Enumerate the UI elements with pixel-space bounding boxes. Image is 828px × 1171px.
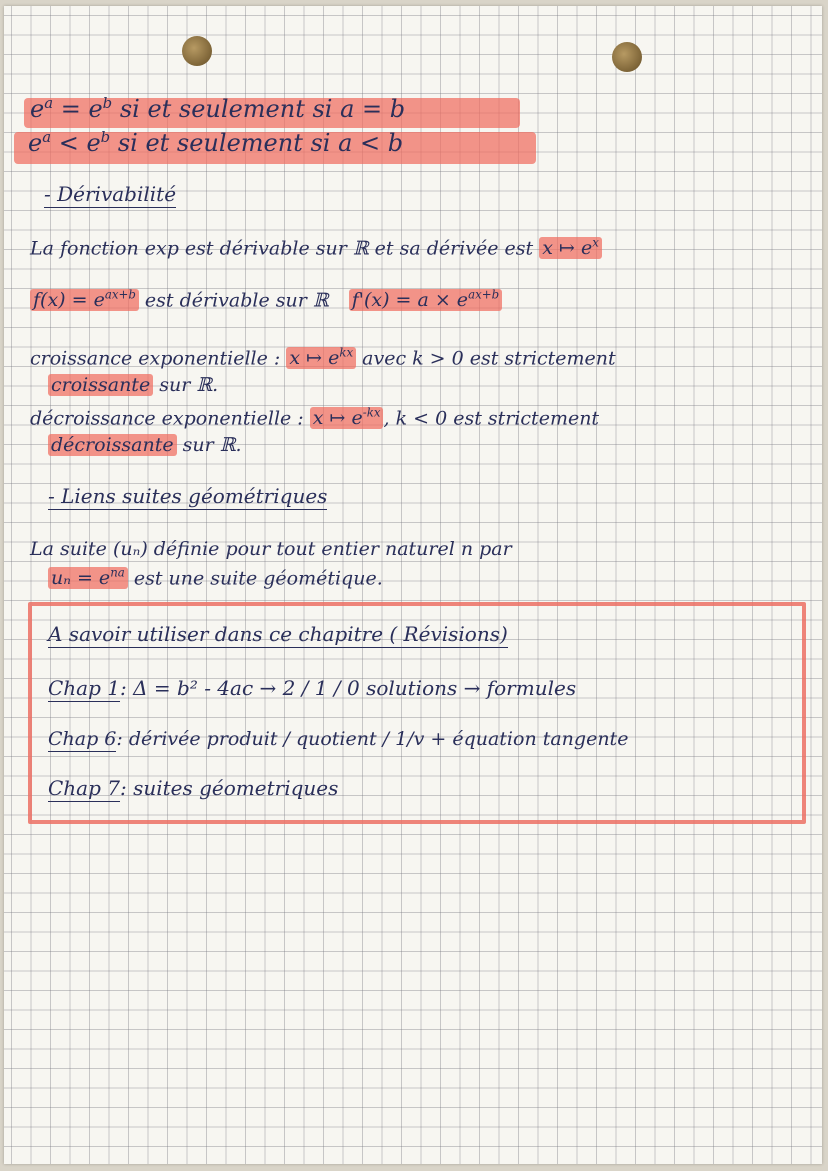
growth-line-2: croissante sur ℝ. [48, 374, 218, 396]
review-box-title: A savoir utiliser dans ce chapitre ( Révisions) [48, 622, 508, 646]
sequence-definition-line: La suite (uₙ) définie pour tout entier naturel n par [30, 538, 512, 560]
binder-hole-left [182, 36, 212, 66]
binder-hole-right [612, 42, 642, 72]
section-title-suites: - Liens suites géométriques [48, 484, 328, 508]
review-chap1: Chap 1: Δ = b² - 4ac → 2 / 1 / 0 solutions → formules [48, 676, 577, 700]
exp-derivative-line: La fonction exp est dérivable sur ℝ et sa dérivée est x ↦ $e^x$ [30, 236, 602, 259]
affine-exp-derivative-line: $f(x) = e^{ax+b}$ est dérivable sur ℝ $f'(x) = a \times e^{ax+b}$ [30, 288, 502, 311]
decay-line: décroissance exponentielle : x ↦ $e^{-kx}$ , k < 0 est strictement [30, 406, 600, 430]
sequence-geometric-line: $u_n = e^{na}$ est une suite géométique. [48, 566, 383, 589]
section-title-derivabilite: - Dérivabilité [44, 182, 177, 206]
growth-line: croissance exponentielle : x ↦ $e^{kx}$ avec k > 0 est strictement [30, 346, 616, 370]
review-chap6: Chap 6: dérivée produit / quotient / 1/v + équation tangente [48, 728, 629, 750]
equality-rule: $e^a = e^b$ si et seulement si a = b [30, 94, 406, 123]
inequality-rule: $e^a < e^b$ si et seulement si a < b [28, 128, 404, 157]
review-chap7: Chap 7: suites géometriques [48, 776, 339, 800]
decay-line-2: décroissante sur ℝ. [48, 434, 242, 456]
notebook-page [4, 6, 822, 1164]
